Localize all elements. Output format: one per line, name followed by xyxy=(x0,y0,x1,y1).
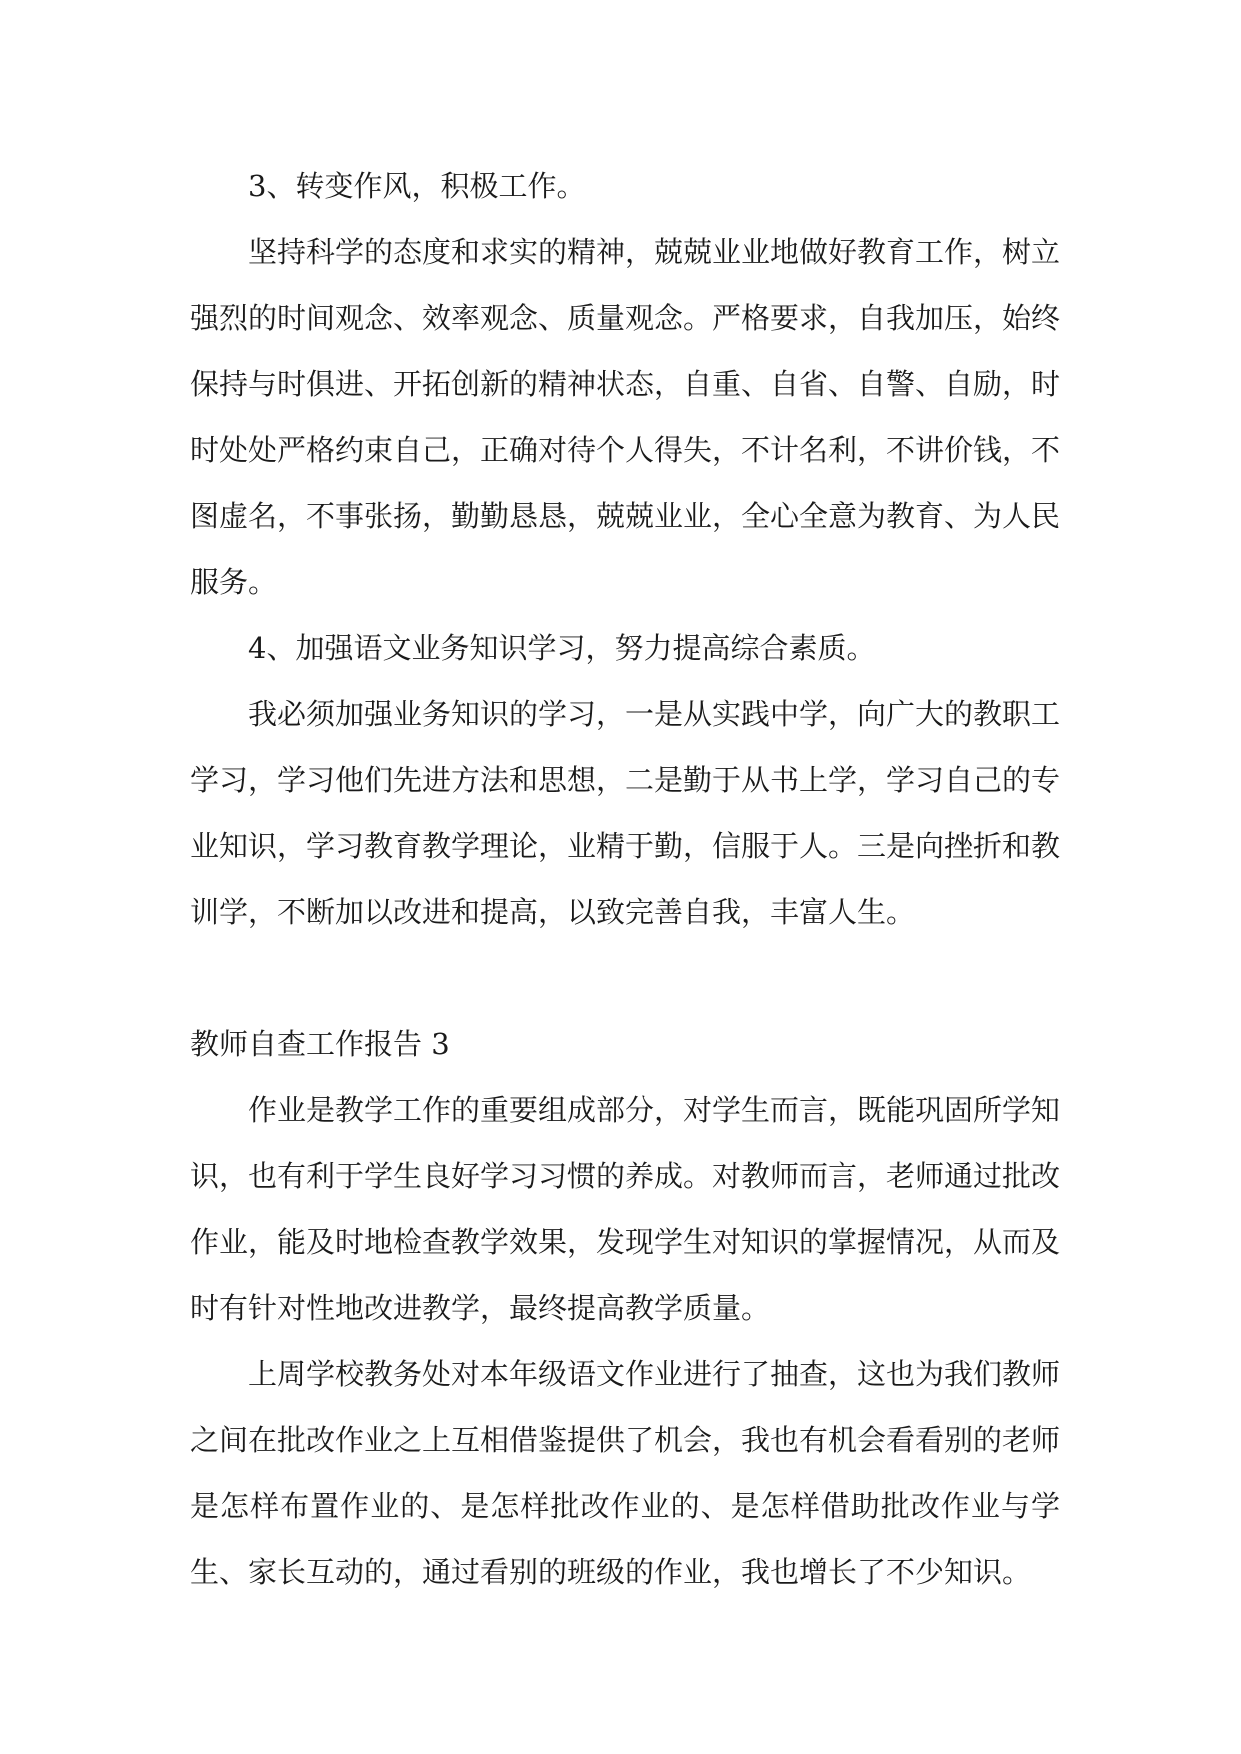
item-heading-4: 4、加强语文业务知识学习，努力提高综合素质。 xyxy=(248,631,876,665)
section-title: 教师自查工作报告 3 xyxy=(190,1027,450,1061)
document-body xyxy=(190,153,1060,1605)
paragraph-homework-inspection: 上周学校教务处对本年级语文作业进行了抽查，这也为我们教师之间在批改作业之上互相借鉴提供了机会，我也有机会看看别的老师是怎样布置作业的、是怎样批改作业的、是怎样借助批改作业与学生、家长互动的，通过看别的班级的作业，我也增长了不少知识。 xyxy=(190,1357,1061,1589)
item-heading-3: 3、转变作风，积极工作。 xyxy=(248,169,586,203)
paragraph-homework-importance: 作业是教学工作的重要组成部分，对学生而言，既能巩固所学知识，也有利于学生良好学习习惯的养成。对教师而言，老师通过批改作业，能及时地检查教学效果，发现学生对知识的掌握情况，从而及时有针对性地改进教学，最终提高教学质量。 xyxy=(190,1093,1061,1325)
section-spacer xyxy=(190,945,1060,1011)
paragraph-work-style: 坚持科学的态度和求实的精神，兢兢业业地做好教育工作，树立强烈的时间观念、效率观念、质量观念。严格要求，自我加压，始终保持与时俱进、开拓创新的精神状态，自重、自省、自警、自励，时时处处严格约束自己，正确对待个人得失，不计名利，不讲价钱，不图虚名，不事张扬，勤勤恳恳，兢兢业业，全心全意为教育、为人民服务。 xyxy=(190,235,1061,599)
paragraph-study: 我必须加强业务知识的学习，一是从实践中学，向广大的教职工学习，学习他们先进方法和思想，二是勤于从书上学，学习自己的专业知识，学习教育教学理论，业精于勤，信服于人。三是向挫折和教训学，不断加以改进和提高，以致完善自我，丰富人生。 xyxy=(190,697,1061,929)
